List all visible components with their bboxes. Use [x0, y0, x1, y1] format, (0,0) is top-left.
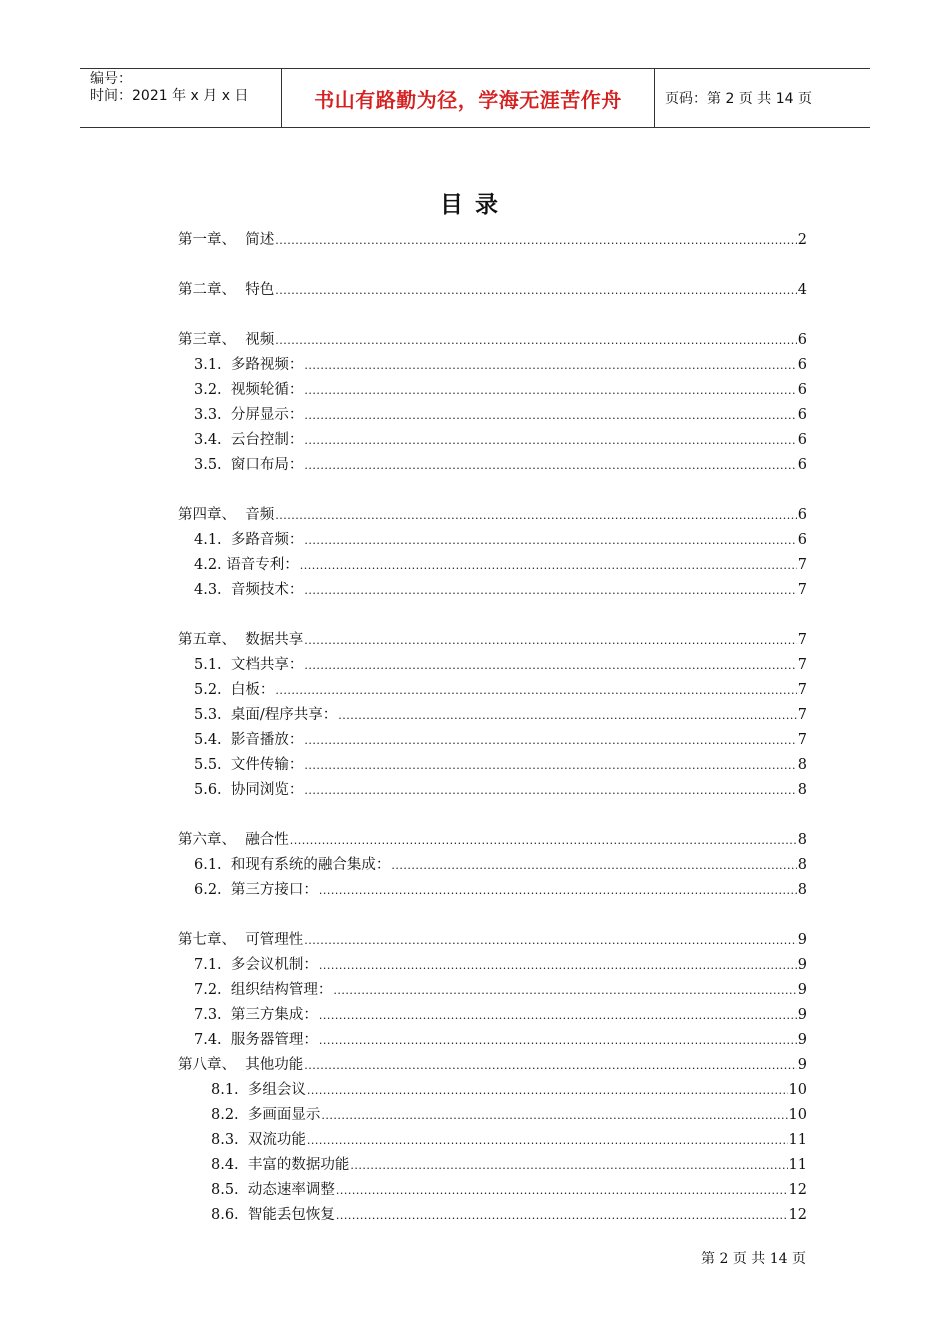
toc-leader-dots — [350, 1153, 787, 1178]
toc-entry-page: 9 — [797, 1057, 807, 1073]
toc-leader-dots — [304, 628, 797, 653]
toc-entry-title: 丰富的数据功能 — [247, 1157, 350, 1173]
toc-leader-dots — [304, 528, 796, 553]
toc-entry-number: 第六章、 — [178, 832, 246, 848]
toc-entry-title: 特色 — [245, 282, 275, 298]
toc-entry-page: 6 — [797, 357, 807, 373]
toc-entry-title: 动态速率调整 — [247, 1182, 335, 1198]
toc-entry[interactable] — [178, 1153, 807, 1178]
toc-leader-dots — [319, 1003, 797, 1028]
toc-entry-page: 11 — [788, 1132, 807, 1148]
header-motto: 书山有路勤为径，学海无涯苦作舟 — [282, 69, 655, 127]
toc-leader-dots — [336, 1178, 788, 1203]
toc-entry-number: 3.5. — [194, 457, 231, 473]
toc-entry[interactable] — [178, 1053, 807, 1078]
toc-entry-page: 7 — [797, 732, 807, 748]
toc-entry-page: 9 — [797, 1007, 807, 1023]
toc-entry-number: 7.2. — [194, 982, 231, 998]
toc-entry[interactable] — [178, 678, 807, 703]
toc-entry-page: 10 — [788, 1107, 807, 1123]
toc-entry[interactable] — [178, 353, 807, 378]
table-of-contents — [178, 228, 807, 1228]
toc-entry-page: 8 — [797, 832, 807, 848]
toc-entry-page: 6 — [797, 332, 807, 348]
toc-entry-number: 4.2. — [194, 557, 227, 573]
toc-entry-title: 多会议机制： — [230, 957, 318, 973]
toc-leader-dots — [319, 878, 797, 903]
toc-entry-number: 5.6. — [194, 782, 231, 798]
toc-entry-number: 8.5. — [211, 1182, 248, 1198]
toc-entry[interactable] — [178, 403, 807, 428]
toc-entry-title: 数据共享 — [245, 632, 304, 648]
toc-leader-dots — [304, 753, 796, 778]
toc-entry[interactable] — [178, 878, 807, 903]
page-header — [80, 68, 870, 128]
toc-entry-title: 其他功能 — [245, 1057, 304, 1073]
toc-leader-dots — [304, 778, 796, 803]
toc-entry[interactable] — [178, 753, 807, 778]
toc-entry[interactable] — [178, 328, 807, 353]
toc-leader-dots — [304, 428, 796, 453]
toc-entry-page: 9 — [797, 932, 807, 948]
toc-entry-number: 3.1. — [194, 357, 231, 373]
toc-entry-number: 7.4. — [194, 1032, 231, 1048]
toc-entry-title: 第三方接口： — [230, 882, 318, 898]
toc-entry-number: 第二章、 — [178, 282, 246, 298]
toc-leader-dots — [275, 328, 797, 353]
toc-entry-page: 9 — [797, 957, 807, 973]
toc-entry-page: 6 — [797, 407, 807, 423]
header-number-label: 编号： — [90, 71, 132, 87]
toc-leader-dots — [304, 578, 796, 603]
page-footer: 第 2 页 共 14 页 — [701, 1251, 806, 1267]
toc-entry-page: 7 — [797, 632, 807, 648]
toc-entry-number: 第八章、 — [178, 1057, 246, 1073]
toc-entry-title: 双流功能 — [247, 1132, 306, 1148]
toc-entry-number: 5.2. — [194, 682, 231, 698]
toc-entry-title: 可管理性 — [245, 932, 304, 948]
toc-entry[interactable] — [178, 953, 807, 978]
toc-entry-number: 4.3. — [194, 582, 231, 598]
toc-entry-title: 和现有系统的融合集成： — [230, 857, 391, 873]
toc-entry-title: 语音专利： — [226, 557, 299, 573]
toc-leader-dots — [304, 403, 796, 428]
toc-entry-title: 云台控制： — [230, 432, 304, 448]
toc-leader-dots — [304, 728, 796, 753]
toc-entry-page: 12 — [788, 1182, 807, 1198]
toc-leader-dots — [304, 378, 796, 403]
toc-entry-number: 5.5. — [194, 757, 231, 773]
toc-entry-number: 3.4. — [194, 432, 231, 448]
toc-entry[interactable] — [178, 703, 807, 728]
toc-leader-dots — [307, 1128, 788, 1153]
toc-entry-page: 7 — [797, 682, 807, 698]
toc-entry[interactable] — [178, 778, 807, 803]
toc-entry-title: 多路视频： — [230, 357, 304, 373]
toc-leader-dots — [338, 703, 796, 728]
toc-entry-title: 简述 — [245, 232, 275, 248]
toc-entry-title: 第三方集成： — [230, 1007, 318, 1023]
toc-leader-dots — [275, 503, 797, 528]
toc-entry-number: 6.2. — [194, 882, 231, 898]
toc-leader-dots — [275, 278, 797, 303]
toc-entry-page: 10 — [788, 1082, 807, 1098]
toc-entry-number: 第一章、 — [178, 232, 246, 248]
toc-entry-page: 11 — [788, 1157, 807, 1173]
toc-leader-dots — [304, 453, 796, 478]
toc-entry-title: 分屏显示： — [230, 407, 304, 423]
toc-entry-page: 2 — [797, 232, 807, 248]
page-title: 目录 — [440, 192, 510, 218]
toc-leader-dots — [290, 828, 797, 853]
toc-entry-title: 多组会议 — [247, 1082, 306, 1098]
toc-entry-number: 第七章、 — [178, 932, 246, 948]
toc-entry[interactable] — [178, 728, 807, 753]
toc-entry-page: 8 — [797, 882, 807, 898]
toc-entry[interactable] — [178, 1103, 807, 1128]
toc-leader-dots — [391, 853, 796, 878]
header-meta — [80, 69, 282, 127]
toc-leader-dots — [319, 1028, 797, 1053]
toc-entry-number: 7.1. — [194, 957, 231, 973]
toc-leader-dots — [304, 353, 796, 378]
toc-entry-page: 7 — [797, 707, 807, 723]
toc-entry-title: 视频轮循： — [230, 382, 304, 398]
toc-leader-dots — [321, 1103, 787, 1128]
toc-entry-title: 视频 — [245, 332, 275, 348]
toc-entry-page: 6 — [797, 532, 807, 548]
toc-leader-dots — [304, 1053, 797, 1078]
toc-leader-dots — [300, 553, 797, 578]
header-page-info: 页码：第 2 页 共 14 页 — [665, 91, 812, 107]
toc-entry-title: 多路音频： — [230, 532, 304, 548]
toc-entry-title: 文档共享： — [230, 657, 304, 673]
toc-entry[interactable] — [178, 1003, 807, 1028]
toc-entry[interactable] — [178, 228, 807, 253]
toc-entry[interactable] — [178, 1178, 807, 1203]
header-time-label: 时间：2021 年 x 月 x 日 — [90, 88, 249, 104]
toc-entry-number: 第三章、 — [178, 332, 246, 348]
toc-entry[interactable] — [178, 1128, 807, 1153]
toc-entry-page: 6 — [797, 507, 807, 523]
toc-entry-page: 9 — [797, 1032, 807, 1048]
toc-entry[interactable] — [178, 1203, 807, 1228]
toc-entry-title: 服务器管理： — [230, 1032, 318, 1048]
toc-entry-title: 智能丢包恢复 — [247, 1207, 335, 1223]
toc-entry[interactable] — [178, 828, 807, 853]
toc-entry-title: 影音播放： — [230, 732, 304, 748]
toc-entry-number: 8.4. — [211, 1157, 248, 1173]
toc-entry-number: 8.6. — [211, 1207, 248, 1223]
toc-entry-page: 9 — [797, 982, 807, 998]
toc-entry-page: 12 — [788, 1207, 807, 1223]
toc-entry-page: 6 — [797, 382, 807, 398]
toc-entry[interactable] — [178, 928, 807, 953]
toc-leader-dots — [333, 978, 796, 1003]
toc-entry-page: 7 — [797, 557, 807, 573]
toc-leader-dots — [307, 1078, 788, 1103]
toc-entry-number: 8.2. — [211, 1107, 248, 1123]
toc-leader-dots — [319, 953, 797, 978]
toc-entry[interactable] — [178, 628, 807, 653]
toc-entry-number: 3.2. — [194, 382, 231, 398]
toc-entry-title: 桌面/程序共享： — [230, 707, 338, 723]
toc-entry-number: 7.3. — [194, 1007, 231, 1023]
toc-entry-number: 第五章、 — [178, 632, 246, 648]
toc-entry-number: 8.3. — [211, 1132, 248, 1148]
toc-entry-title: 白板： — [230, 682, 275, 698]
toc-entry[interactable] — [178, 1078, 807, 1103]
toc-entry-page: 4 — [797, 282, 807, 298]
toc-entry[interactable] — [178, 528, 807, 553]
toc-entry-page: 7 — [797, 657, 807, 673]
toc-leader-dots — [275, 228, 797, 253]
toc-entry-number: 5.4. — [194, 732, 231, 748]
toc-entry-page: 8 — [797, 782, 807, 798]
toc-entry-title: 音频技术： — [230, 582, 304, 598]
toc-entry[interactable] — [178, 853, 807, 878]
toc-entry-title: 音频 — [245, 507, 275, 523]
toc-entry[interactable] — [178, 978, 807, 1003]
toc-leader-dots — [275, 678, 796, 703]
toc-entry-number: 8.1. — [211, 1082, 248, 1098]
toc-leader-dots — [304, 653, 796, 678]
toc-leader-dots — [304, 928, 797, 953]
toc-entry-number: 3.3. — [194, 407, 231, 423]
toc-entry-page: 8 — [797, 757, 807, 773]
toc-entry-title: 组织结构管理： — [230, 982, 333, 998]
toc-leader-dots — [336, 1203, 788, 1228]
toc-entry[interactable] — [178, 553, 807, 578]
toc-entry[interactable] — [178, 278, 807, 303]
toc-entry-number: 5.1. — [194, 657, 231, 673]
toc-entry-number: 4.1. — [194, 532, 231, 548]
toc-entry[interactable] — [178, 1028, 807, 1053]
toc-entry[interactable] — [178, 453, 807, 478]
toc-entry-title: 融合性 — [245, 832, 289, 848]
toc-entry-title: 窗口布局： — [230, 457, 304, 473]
toc-entry-title: 协同浏览： — [230, 782, 304, 798]
toc-entry-page: 7 — [797, 582, 807, 598]
toc-entry-page: 6 — [797, 432, 807, 448]
toc-entry[interactable] — [178, 653, 807, 678]
toc-entry-number: 6.1. — [194, 857, 231, 873]
toc-entry[interactable] — [178, 578, 807, 603]
toc-entry[interactable] — [178, 503, 807, 528]
toc-entry-number: 第四章、 — [178, 507, 246, 523]
toc-entry-page: 8 — [797, 857, 807, 873]
toc-entry-title: 多画面显示 — [247, 1107, 321, 1123]
toc-entry-number: 5.3. — [194, 707, 231, 723]
toc-entry[interactable] — [178, 378, 807, 403]
toc-entry[interactable] — [178, 428, 807, 453]
toc-entry-title: 文件传输： — [230, 757, 304, 773]
toc-entry-page: 6 — [797, 457, 807, 473]
